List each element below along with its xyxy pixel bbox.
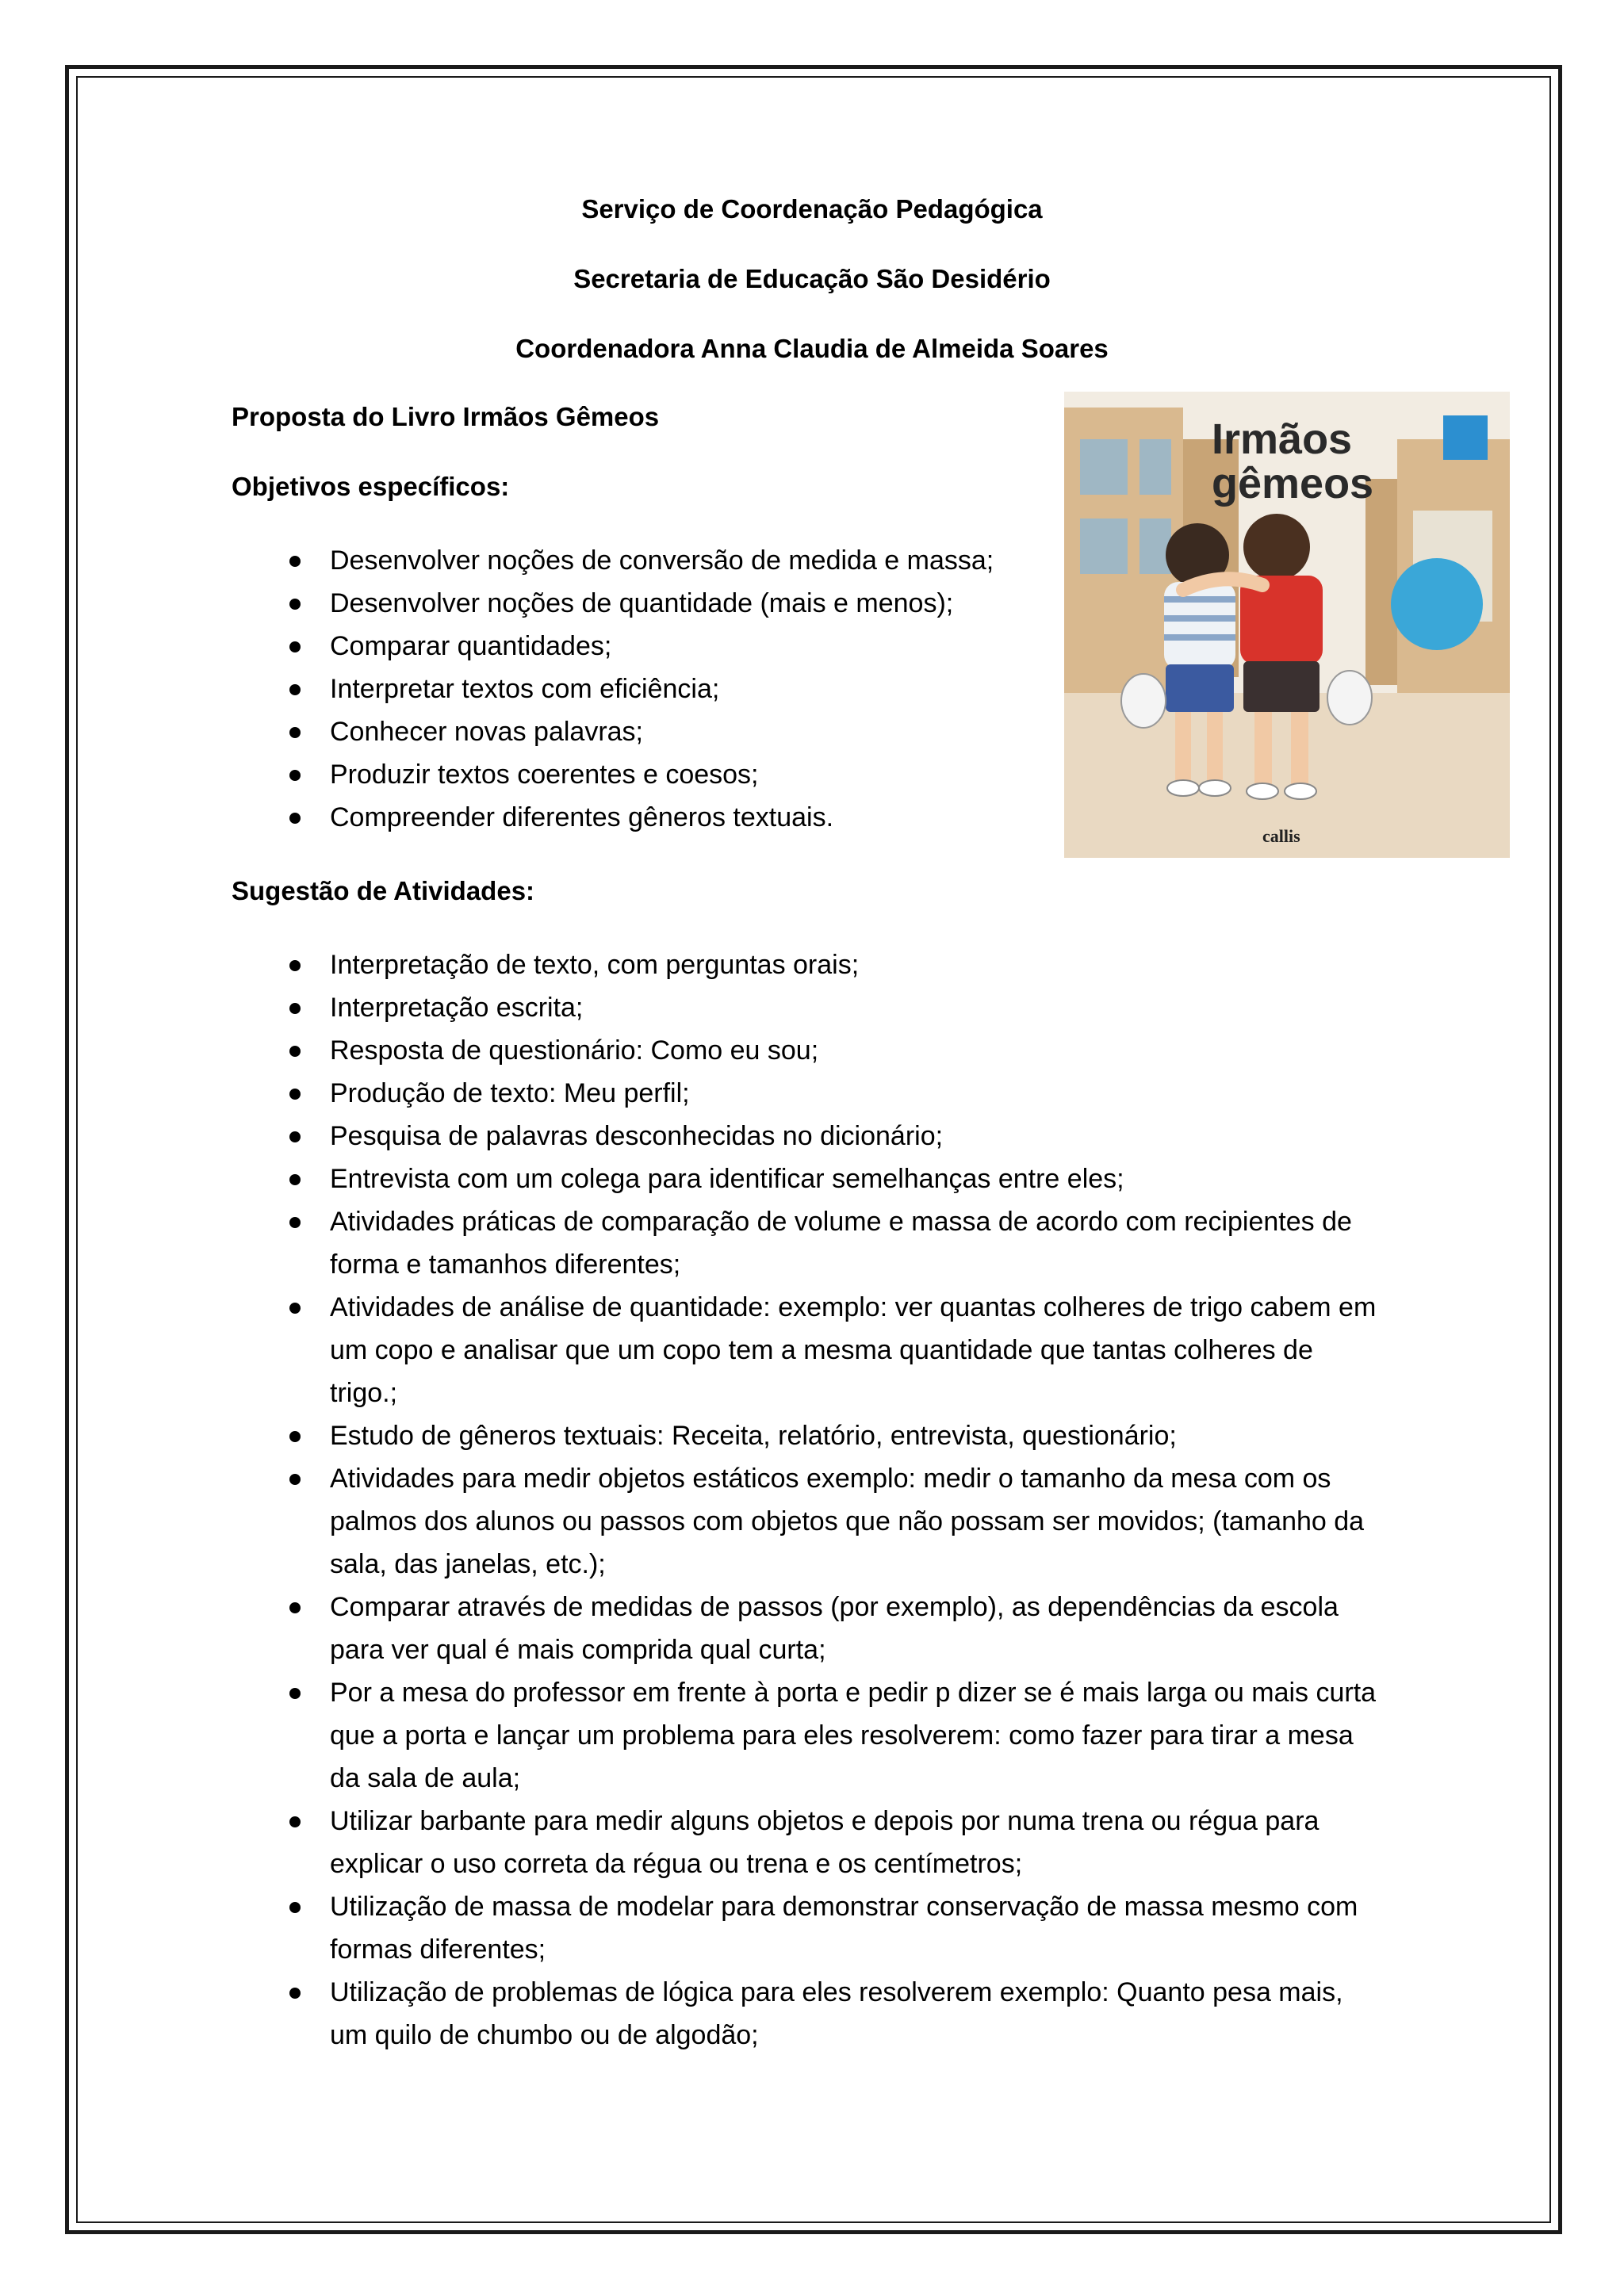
objectives-list bbox=[0, 539, 1044, 839]
list-item: Atividades para medir objetos estáticos exemplo: medir o tamanho da mesa com os palmos dos alunos ou passos com objetos que não possam ser movidos; (tamanho da sala, das janelas, etc.); bbox=[0, 1457, 1385, 1586]
proposal-title: Proposta do Livro Irmãos Gêmeos bbox=[232, 402, 660, 431]
list-item: Pesquisa de palavras desconhecidas no dicionário; bbox=[0, 1115, 1385, 1158]
list-item: Entrevista com um colega para identificar semelhanças entre eles; bbox=[0, 1158, 1385, 1200]
list-item: Atividades de análise de quantidade: exemplo: ver quantas colheres de trigo cabem em um copo e analisar que um copo tem a mesma quantidade que tantas colheres de trigo.; bbox=[0, 1286, 1385, 1414]
list-item: Atividades práticas de comparação de volume e massa de acordo com recipientes de forma e tamanhos diferentes; bbox=[0, 1200, 1385, 1286]
book-publisher: callis bbox=[1262, 826, 1300, 846]
list-item: Interpretar textos com eficiência; bbox=[0, 668, 1044, 710]
book-title-line2: gêmeos bbox=[1212, 460, 1374, 507]
list-item: Interpretação escrita; bbox=[0, 986, 1385, 1029]
list-item: Desenvolver noções de conversão de medida e massa; bbox=[0, 539, 1044, 582]
list-item: Resposta de questionário: Como eu sou; bbox=[0, 1029, 1385, 1072]
book-cover-illustration bbox=[1064, 392, 1510, 858]
list-item: Conhecer novas palavras; bbox=[0, 710, 1044, 753]
activities-list bbox=[0, 943, 1385, 2057]
list-item: Produção de texto: Meu perfil; bbox=[0, 1072, 1385, 1115]
header-department: Serviço de Coordenação Pedagógica bbox=[581, 194, 1043, 224]
header-secretariat: Secretaria de Educação São Desidério bbox=[573, 264, 1051, 293]
list-item: Comparar quantidades; bbox=[0, 625, 1044, 668]
objectives-title: Objetivos específicos: bbox=[232, 472, 510, 501]
list-item: Compreender diferentes gêneros textuais. bbox=[0, 796, 1044, 839]
book-title-line1: Irmãos bbox=[1212, 415, 1353, 463]
list-item: Interpretação de texto, com perguntas orais; bbox=[0, 943, 1385, 986]
list-item: Produzir textos coerentes e coesos; bbox=[0, 753, 1044, 796]
list-item: Utilização de massa de modelar para demonstrar conservação de massa mesmo com formas diferentes; bbox=[0, 1885, 1385, 1971]
activities-title: Sugestão de Atividades: bbox=[232, 876, 535, 905]
list-item: Desenvolver noções de quantidade (mais e menos); bbox=[0, 582, 1044, 625]
list-item: Utilização de problemas de lógica para eles resolverem exemplo: Quanto pesa mais, um quilo de chumbo ou de algodão; bbox=[0, 1971, 1385, 2057]
list-item: Estudo de gêneros textuais: Receita, relatório, entrevista, questionário; bbox=[0, 1414, 1385, 1457]
list-item: Por a mesa do professor em frente à porta e pedir p dizer se é mais larga ou mais curta que a porta e lançar um problema para eles resolverem: como fazer para tirar a mesa da sala de aula; bbox=[0, 1671, 1385, 1800]
header-coordinator: Coordenadora Anna Claudia de Almeida Soares bbox=[515, 334, 1109, 363]
list-item: Utilizar barbante para medir alguns objetos e depois por numa trena ou régua para explicar o uso correta da régua ou trena e os centímetros; bbox=[0, 1800, 1385, 1885]
book-cover-image bbox=[1064, 392, 1510, 858]
list-item: Comparar através de medidas de passos (por exemplo), as dependências da escola para ver qual é mais comprida qual curta; bbox=[0, 1586, 1385, 1671]
